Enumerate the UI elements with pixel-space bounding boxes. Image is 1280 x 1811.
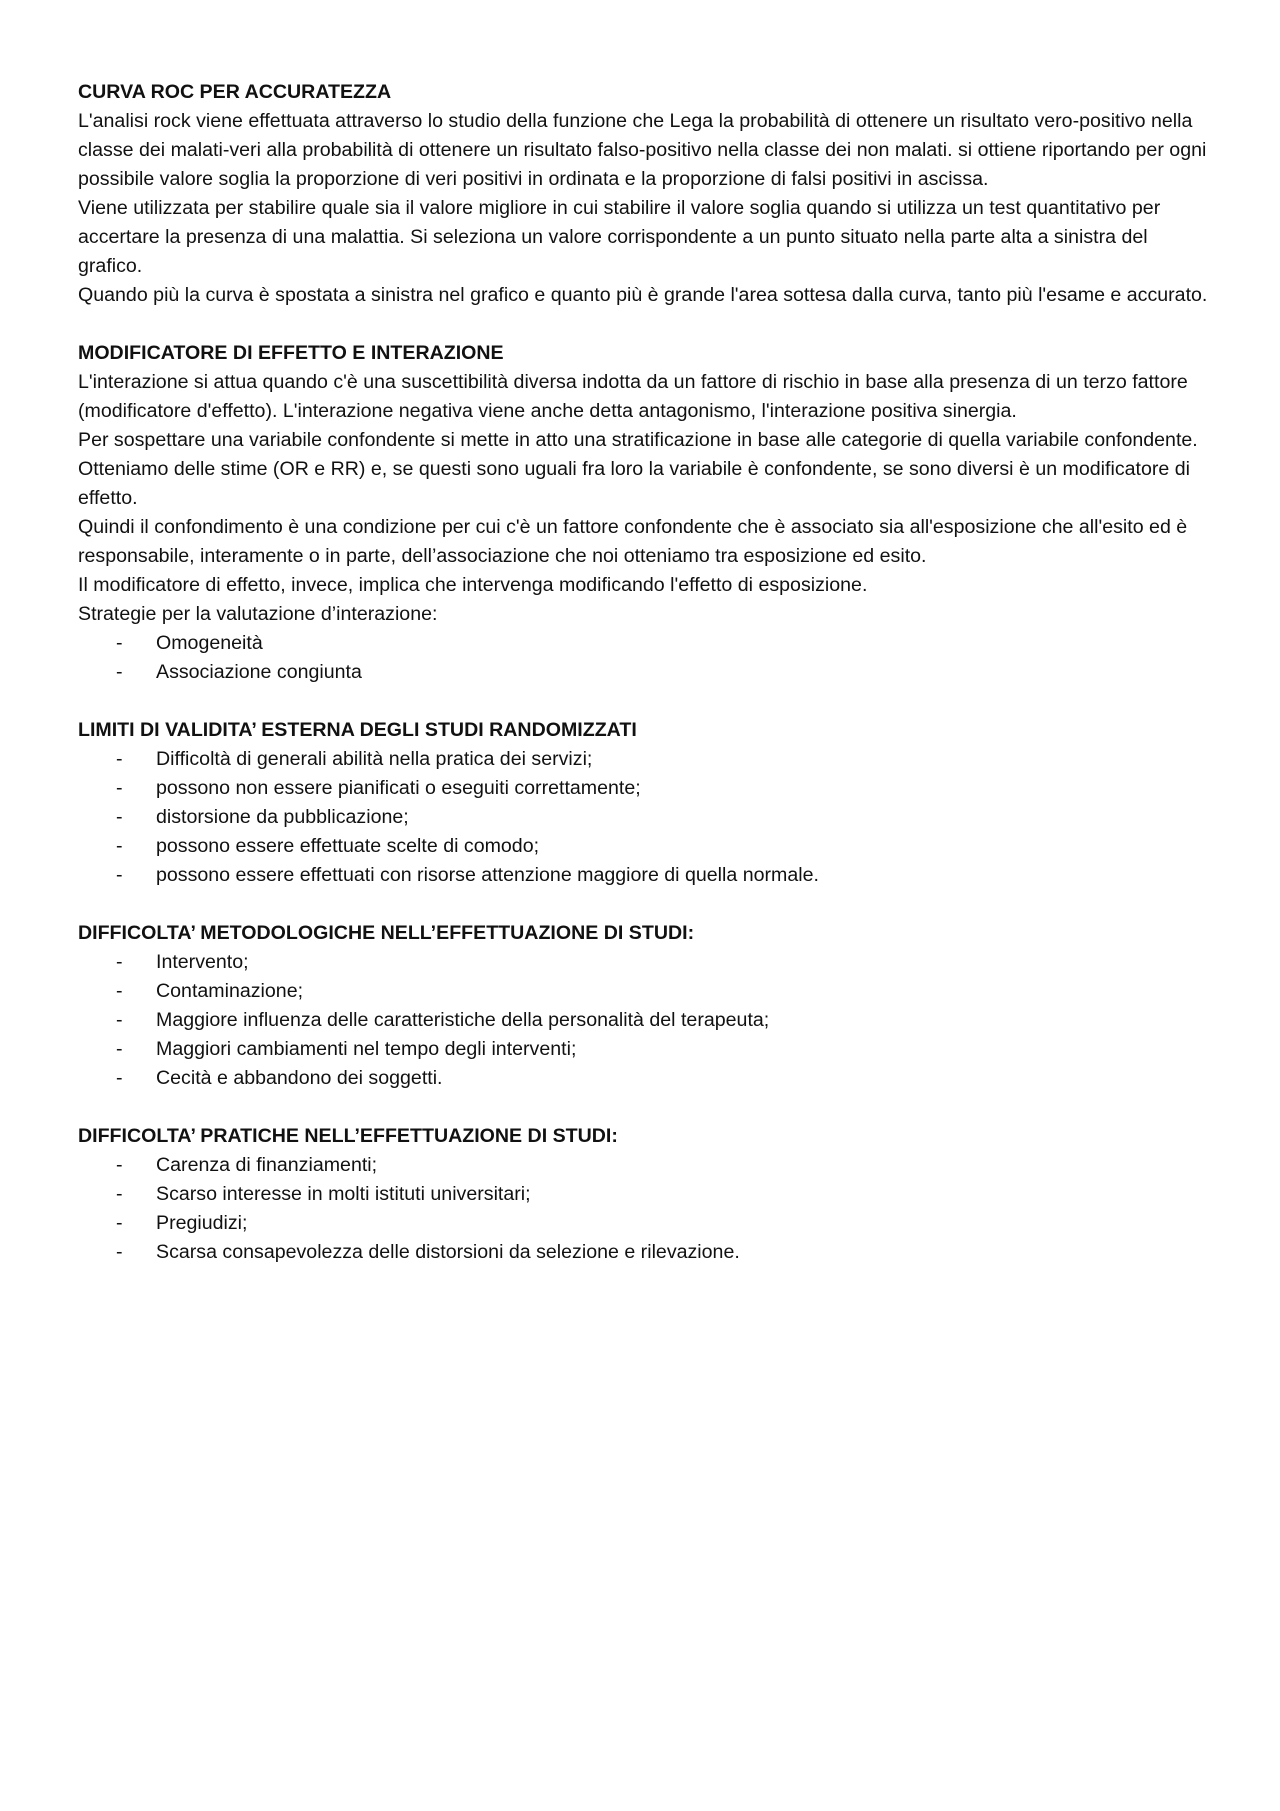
list-item <box>78 861 1208 890</box>
list-item <box>78 1064 1208 1093</box>
list-item-text: distorsione da pubblicazione; <box>156 806 409 828</box>
bullet-list <box>78 745 1208 890</box>
list-item-text: Maggiori cambiamenti nel tempo degli interventi; <box>156 1038 577 1060</box>
document-page <box>78 78 1208 1296</box>
dash-bullet: - <box>116 1154 123 1176</box>
list-item <box>78 745 1208 774</box>
dash-bullet: - <box>116 1241 123 1263</box>
bullet-list <box>78 629 1208 687</box>
list-item <box>78 629 1208 658</box>
dash-bullet: - <box>116 1212 123 1234</box>
list-item <box>78 1209 1208 1238</box>
list-item-text: Maggiore influenza delle caratteristiche della personalità del terapeuta; <box>156 1009 770 1031</box>
list-item <box>78 948 1208 977</box>
bullet-list <box>78 948 1208 1093</box>
dash-bullet: - <box>116 1009 123 1031</box>
list-item-text: Scarso interesse in molti istituti universitari; <box>156 1183 531 1205</box>
section-practical-difficulties <box>78 1122 1208 1267</box>
list-item-text: Scarsa consapevolezza delle distorsioni da selezione e rilevazione. <box>156 1241 740 1263</box>
section-heading: DIFFICOLTA’ METODOLOGICHE NELL’EFFETTUAZIONE DI STUDI: <box>78 922 695 944</box>
dash-bullet: - <box>116 806 123 828</box>
dash-bullet: - <box>116 661 123 683</box>
list-item-text: Cecità e abbandono dei soggetti. <box>156 1067 443 1089</box>
paragraph: Quando più la curva è spostata a sinistra nel grafico e quanto più è grande l'area sottesa dalla curva, tanto più l'esame e accurato. <box>78 284 1208 306</box>
section-roc-curve <box>78 78 1208 310</box>
section-heading: LIMITI DI VALIDITA’ ESTERNA DEGLI STUDI RANDOMIZZATI <box>78 719 637 741</box>
list-item <box>78 658 1208 687</box>
section-methodological-difficulties <box>78 919 1208 1093</box>
dash-bullet: - <box>116 1067 123 1089</box>
list-item-text: Associazione congiunta <box>156 661 362 683</box>
dash-bullet: - <box>116 777 123 799</box>
section-heading: DIFFICOLTA’ PRATICHE NELL’EFFETTUAZIONE DI STUDI: <box>78 1125 618 1147</box>
dash-bullet: - <box>116 835 123 857</box>
list-item <box>78 1180 1208 1209</box>
list-item <box>78 1151 1208 1180</box>
dash-bullet: - <box>116 1038 123 1060</box>
list-item-text: Intervento; <box>156 951 249 973</box>
list-item <box>78 1238 1208 1267</box>
paragraph: Il modificatore di effetto, invece, implica che intervenga modificando l'effetto di esposizione. <box>78 574 868 596</box>
list-item <box>78 977 1208 1006</box>
section-heading: MODIFICATORE DI EFFETTO E INTERAZIONE <box>78 342 504 364</box>
bullet-list <box>78 1151 1208 1267</box>
list-item-text: Difficoltà di generali abilità nella pratica dei servizi; <box>156 748 593 770</box>
paragraph: Viene utilizzata per stabilire quale sia il valore migliore in cui stabilire il valore soglia quando si utilizza un test quantitativo per accertare la presenza di una malattia. Si seleziona un valore corrispondente a un punto situato nella parte alta a sinistra del grafico. <box>78 197 1161 277</box>
dash-bullet: - <box>116 980 123 1002</box>
list-item <box>78 1035 1208 1064</box>
list-item <box>78 803 1208 832</box>
dash-bullet: - <box>116 951 123 973</box>
paragraph: Strategie per la valutazione d’interazione: <box>78 603 438 625</box>
paragraph: L'interazione si attua quando c'è una suscettibilità diversa indotta da un fattore di rischio in base alla presenza di un terzo fattore (modificatore d'effetto). L'interazione negativa viene anche detta antagonismo, l'interazione positiva sinergia. <box>78 371 1188 422</box>
list-item-text: Pregiudizi; <box>156 1212 248 1234</box>
list-item-text: possono non essere pianificati o eseguiti correttamente; <box>156 777 641 799</box>
section-effect-modifier <box>78 339 1208 687</box>
list-item-text: Contaminazione; <box>156 980 304 1002</box>
section-external-validity-limits <box>78 716 1208 890</box>
paragraph: Quindi il confondimento è una condizione per cui c'è un fattore confondente che è associato sia all'esposizione che all'esito ed è responsabile, interamente o in parte, dell’associazione che noi otteniamo tra esposizione ed esito. <box>78 516 1188 567</box>
list-item-text: possono essere effettuate scelte di comodo; <box>156 835 540 857</box>
dash-bullet: - <box>116 1183 123 1205</box>
list-item <box>78 832 1208 861</box>
paragraph: L'analisi rock viene effettuata attraverso lo studio della funzione che Lega la probabilità di ottenere un risultato vero-positivo nella classe dei malati-veri alla probabilità di ottenere un risultato falso-positivo nella classe dei non malati. si ottiene riportando per ogni possibile valore soglia la proporzione di veri positivi in ordinata e la proporzione di falsi positivi in ascissa. <box>78 110 1207 190</box>
list-item-text: Carenza di finanziamenti; <box>156 1154 378 1176</box>
list-item <box>78 774 1208 803</box>
list-item-text: possono essere effettuati con risorse attenzione maggiore di quella normale. <box>156 864 819 886</box>
dash-bullet: - <box>116 632 123 654</box>
dash-bullet: - <box>116 864 123 886</box>
section-heading: CURVA ROC PER ACCURATEZZA <box>78 81 392 103</box>
list-item-text: Omogeneità <box>156 632 263 654</box>
dash-bullet: - <box>116 748 123 770</box>
paragraph: Per sospettare una variabile confondente si mette in atto una stratificazione in base alle categorie di quella variabile confondente. Otteniamo delle stime (OR e RR) e, se questi sono uguali fra loro la variabile è confondente, se sono diversi è un modificatore di effetto. <box>78 429 1198 509</box>
list-item <box>78 1006 1208 1035</box>
